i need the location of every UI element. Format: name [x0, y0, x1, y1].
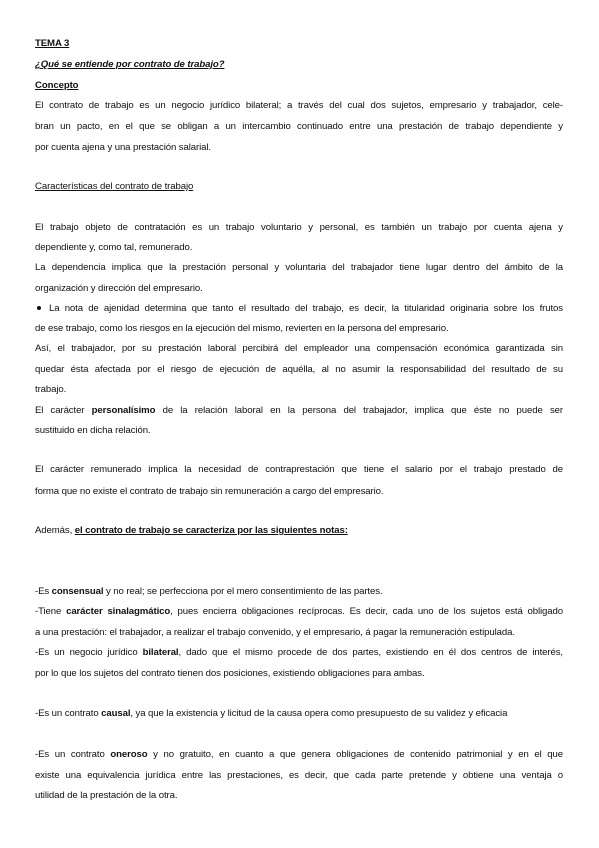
note-causal — [35, 708, 507, 720]
note-causal-pre: -Es un contrato — [35, 708, 102, 719]
note-sinalagmatico-post: , pues encierra obligaciones recíprocas. Es decir, cada uno de los sujetos está obligado — [170, 606, 564, 617]
note-causal-bold: causal — [101, 708, 131, 719]
note-consensual-bold: consensual — [51, 586, 104, 597]
note-bilateral-pre: -Es un negocio jurídico — [35, 647, 143, 658]
p2-line-1: La dependencia implica que la prestación personal y voluntaria del trabajador tiene lugar dentro del ámbito de la — [35, 262, 563, 273]
note-oneroso-bold: oneroso — [110, 749, 148, 760]
note-sinalagmatico-line-2: a una prestación: el trabajador, a realizar el trabajo convenido, y el empresario, á pagar la remuneración estipulada. — [35, 627, 515, 638]
p4-line-2: sustituido en dicha relación. — [35, 425, 151, 436]
concepto-heading: Concepto — [35, 80, 79, 91]
note-oneroso-post: y no gratuito, en cuanto a que genera obligaciones de contenido patrimonial y en el que — [147, 749, 564, 760]
tema-heading: TEMA 3 — [35, 38, 70, 49]
p5-line-2: forma que no existe el contrato de trabajo sin remuneración a cargo del empresario. — [35, 486, 384, 497]
note-oneroso-line-2: existe una equivalencia jurídica entre las prestaciones, es decir, que cada parte pretende y obtiene una ventaja o — [35, 770, 563, 781]
concepto-line-3: por cuenta ajena y una prestación salarial. — [35, 142, 211, 153]
note-sinalagmatico-line-1 — [35, 606, 563, 618]
ademas-line — [35, 525, 348, 537]
p1-line-1: El trabajo objeto de contratación es un trabajo voluntario y personal, es también un trabajo por cuenta ajena y — [35, 222, 563, 233]
note-bilateral-post: , dado que el mismo procede de dos partes, existiendo en él dos centros de interés, — [178, 647, 564, 658]
note-sinalagmatico-bold: carácter sinalagmático — [66, 606, 171, 617]
concepto-line-1: El contrato de trabajo es un negocio jurídico bilateral; a través del cual dos sujetos, empresario y trabajador, cele- — [35, 100, 563, 111]
bullet-line-1: La nota de ajenidad determina que tanto el resultado del trabajo, es decir, la titularidad originaria sobre los frutos — [49, 303, 563, 314]
p3-line-3: trabajo. — [35, 384, 67, 395]
p5-line-1: El carácter remunerado implica la necesidad de contraprestación que tiene el salario por el trabajo prestado de — [35, 464, 563, 475]
note-oneroso-line-1 — [35, 749, 563, 761]
question-heading: ¿Qué se entiende por contrato de trabajo? — [35, 59, 225, 70]
ademas-pre: Además, — [35, 525, 75, 536]
bullet-line-2: de ese trabajo, como los riesgos en la ejecución del mismo, revierten en la persona del empresario. — [35, 323, 449, 334]
note-bilateral-line-2: por lo que los sujetos del contrato tienen dos posiciones, existiendo obligaciones para ambas. — [35, 668, 425, 679]
note-consensual-pre: -Es — [35, 586, 52, 597]
p4-pre: El carácter — [35, 405, 92, 416]
note-consensual-post: y no real; se perfecciona por el mero consentimiento de las partes. — [103, 586, 383, 597]
p4-bold: personalísimo — [91, 405, 156, 416]
bullet-dot-icon — [37, 306, 41, 310]
note-causal-post: , ya que la existencia y licitud de la causa opera como presupuesto de su validez y eficacia — [130, 708, 508, 719]
note-sinalagmatico-pre: -Tiene — [35, 606, 67, 617]
p3-line-2: quedar ésta afectada por el riesgo de ejecución de aquélla, al no asumir la responsabilidad del resultado de su — [35, 364, 563, 375]
p4-post: de la relación laboral en la persona del trabajador, implica que éste no puede ser — [155, 405, 563, 416]
ademas-underlined: el contrato de trabajo se caracteriza por las siguientes notas: — [74, 525, 348, 536]
p1-line-2: dependiente y, como tal, remunerado. — [35, 242, 193, 253]
note-oneroso-line-3: utilidad de la prestación de la otra. — [35, 790, 178, 801]
concepto-line-2: bran un pacto, en el que se obligan a un intercambio continuado entre una prestación de trabajo dependiente y — [35, 121, 563, 132]
caracteristicas-heading: Características del contrato de trabajo — [35, 181, 194, 192]
note-bilateral-bold: bilateral — [142, 647, 179, 658]
note-oneroso-pre: -Es un contrato — [35, 749, 111, 760]
note-consensual — [35, 586, 383, 598]
p3-line-1: Así, el trabajador, por su prestación laboral percibirá del empleador una compensación económica garantizada sin — [35, 343, 563, 354]
note-bilateral-line-1 — [35, 647, 563, 659]
p4-line-1 — [35, 405, 563, 417]
p2-line-2: organización y dirección del empresario. — [35, 283, 203, 294]
